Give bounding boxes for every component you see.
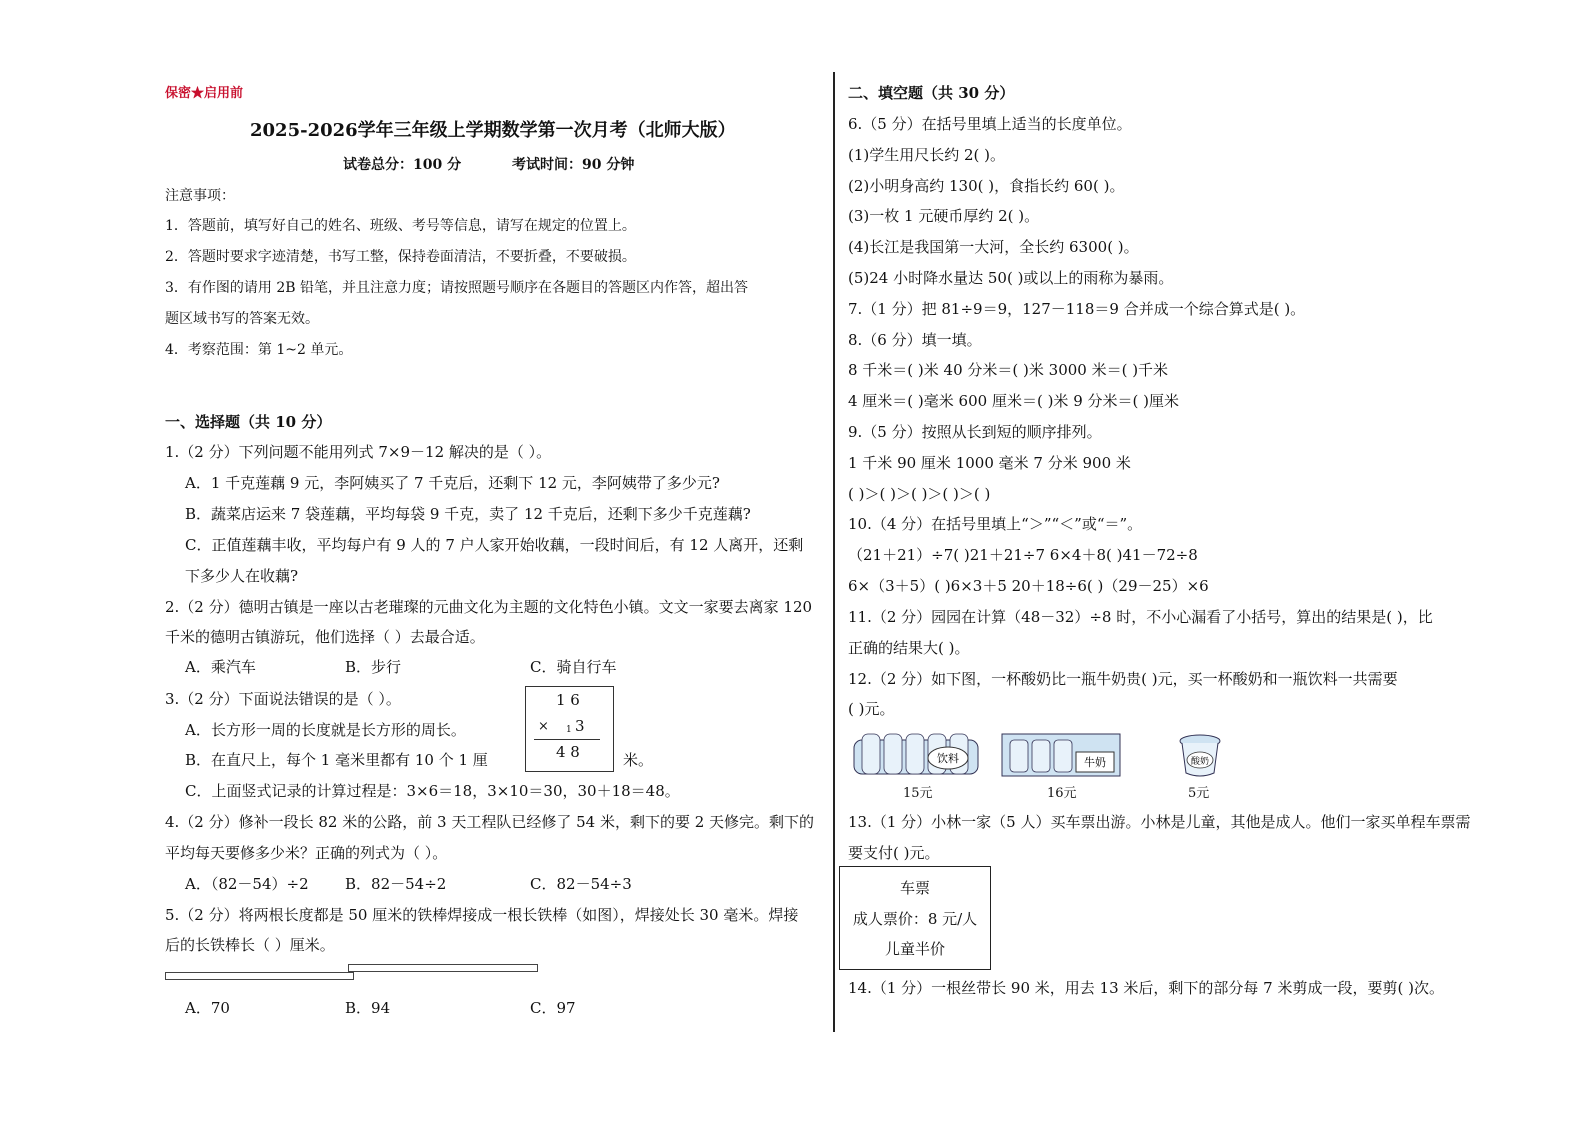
q3-option-c: C．上面竖式记录的计算过程是：3×6＝18，3×10＝30，30＋18＝48。	[185, 782, 680, 800]
ticket-child-price: 儿童半价	[884, 940, 945, 958]
note-2: 2．答题时要求字迹清楚，书写工整，保持卷面清洁，不要折叠，不要破损。	[165, 249, 636, 265]
q8-stem: 8.（6 分）填一填。	[848, 331, 982, 349]
q5-line2: 后的长铁棒长（ ）厘米。	[165, 936, 335, 954]
calc-carry: 1	[566, 725, 572, 735]
q14: 14.（1 分）一根丝带长 90 米，用去 13 米后，剩下的部分每 7 米剪成一段，要剪( )次。	[848, 979, 1444, 997]
q9-items: 1 千米 90 厘米 1000 毫米 7 分米 900 米	[848, 454, 1131, 472]
rod-right	[348, 964, 538, 972]
ticket-title: 车票	[899, 879, 930, 897]
yogurt-price: 5元	[1188, 786, 1210, 801]
q2-line2: 千米的德明古镇游玩，他们选择（ ）去最合适。	[165, 628, 485, 646]
note-3: 3．有作图的请用 2B 铅笔，并且注意力度；请按照题号顺序在各题目的答题区内作答，超出答	[165, 280, 749, 296]
q13-line1: 13.（1 分）小林一家（5 人）买车票出游。小林是儿童，其他是成人。他们一家买单程车票需	[848, 813, 1471, 831]
q6-item-1: (1)学生用尺长约 2( )。	[848, 146, 1006, 164]
calc-result: 4 8	[556, 743, 580, 761]
q5-line1: 5.（2 分）将两根长度都是 50 厘米的铁棒焊接成一根长铁棒（如图），焊接处长 30 毫米。焊接	[165, 906, 799, 924]
milk-box-icon	[1000, 730, 1124, 778]
q1-option-a: A．1 千克莲藕 9 元，李阿姨买了 7 千克后，还剩下 12 元，李阿姨带了多少元?	[185, 474, 720, 492]
q10-stem: 10.（4 分）在括号里填上“＞”“＜”或“＝”。	[848, 515, 1143, 533]
q6-stem: 6.（5 分）在括号里填上适当的长度单位。	[848, 115, 1132, 133]
column-divider	[833, 72, 835, 1032]
total-score: 试卷总分：100 分	[343, 157, 462, 173]
q1-stem: 1.（2 分）下列问题不能用列式 7×9－12 解决的是（ ）。	[165, 443, 552, 461]
q4-line1: 4.（2 分）修补一段长 82 米的公路，前 3 天工程队已经修了 54 米，剩下的要 2 天修完。剩下的	[165, 813, 815, 831]
exam-time: 考试时间：90 分钟	[512, 157, 635, 173]
q7: 7.（1 分）把 81÷9＝9，127－118＝9 合并成一个综合算式是( )。	[848, 300, 1306, 318]
q3-stem: 3.（2 分）下面说法错误的是（ ）。	[165, 690, 401, 708]
q10-row2: 6×（3＋5）( )6×3＋5 20＋18÷6( )（29－25）×6	[848, 577, 1209, 595]
section1-title: 一、选择题（共 10 分）	[165, 413, 332, 431]
calc-line	[534, 739, 600, 740]
yogurt-cup-icon	[1176, 733, 1224, 779]
q13-line2: 要支付( )元。	[848, 844, 940, 862]
calc-multiplier: 3	[575, 717, 585, 735]
section2-title: 二、填空题（共 30 分）	[848, 84, 1015, 102]
q6-item-4: (4)长江是我国第一大河，全长约 6300( )。	[848, 238, 1139, 256]
q3-option-b-tail: 米。	[623, 751, 654, 769]
notes-title: 注意事项：	[165, 188, 235, 204]
q1-option-c-cont: 下多少人在收藕?	[185, 567, 299, 585]
vertical-calc-box	[525, 686, 614, 772]
q2-line1: 2.（2 分）德明古镇是一座以古老璀璨的元曲文化为主题的文化特色小镇。文文一家要去离家 120	[165, 598, 813, 616]
confidential-label: 保密★启用前	[165, 86, 244, 101]
q10-row1: （21＋21）÷7( )21＋21÷7 6×4＋8( )41－72÷8	[848, 546, 1198, 564]
q2-option-a: A．乘汽车	[185, 658, 256, 676]
q4-option-b: B．82－54÷2	[345, 875, 447, 893]
q9-stem: 9.（5 分）按照从长到短的顺序排列。	[848, 423, 1102, 441]
yogurt-label: 酸奶	[1190, 757, 1210, 767]
q1-option-b: B．蔬菜店运来 7 袋莲藕，平均每袋 9 千克，卖了 12 千克后，还剩下多少千克莲藕?	[185, 505, 751, 523]
q5-option-b: B．94	[345, 999, 391, 1017]
q11-line2: 正确的结果大( )。	[848, 639, 970, 657]
q4-option-c: C．82－54÷3	[530, 875, 632, 893]
q2-option-c: C．骑自行车	[530, 658, 617, 676]
q3-option-a: A．长方形一周的长度就是长方形的周长。	[185, 721, 466, 739]
note-1: 1．答题前，填写好自己的姓名、班级、考号等信息，请写在规定的位置上。	[165, 218, 636, 234]
q12-line1: 12.（2 分）如下图，一杯酸奶比一瓶牛奶贵( )元，买一杯酸奶和一瓶饮料一共需要	[848, 670, 1398, 688]
ticket-box	[839, 866, 991, 970]
q4-option-a: A．（82－54）÷2	[185, 875, 309, 893]
note-4: 4．考察范围：第 1~2 单元。	[165, 342, 353, 358]
drink-price: 15元	[903, 786, 933, 801]
q6-item-3: (3)一枚 1 元硬币厚约 2( )。	[848, 207, 1040, 225]
q11-line1: 11.（2 分）园园在计算（48－32）÷8 时，不小心漏看了小括号，算出的结果是( )，比	[848, 608, 1433, 626]
milk-price: 16元	[1047, 786, 1077, 801]
q3-option-b: B．在直尺上，每个 1 毫米里都有 10 个 1 厘	[185, 751, 488, 769]
q5-option-a: A．70	[185, 999, 230, 1017]
q6-item-5: (5)24 小时降水量达 50( )或以上的雨称为暴雨。	[848, 269, 1174, 287]
q9-order: ( )＞( )＞( )＞( )＞( )	[848, 485, 991, 503]
drink-bottles-icon	[852, 730, 982, 780]
ticket-adult-price: 成人票价：8 元/人	[852, 910, 978, 928]
q4-line2: 平均每天要修多少米？正确的列式为（ ）。	[165, 844, 448, 862]
q6-item-2: (2)小明身高约 130( )，食指长约 60( )。	[848, 177, 1125, 195]
q1-option-c: C．正值莲藕丰收，平均每户有 9 人的 7 户人家开始收藕，一段时间后，有 12 人离开，还剩	[185, 536, 804, 554]
milk-label: 牛奶	[1084, 756, 1106, 769]
note-3-cont: 题区域书写的答案无效。	[165, 311, 319, 327]
calc-top: 1 6	[556, 691, 580, 709]
q8-row2: 4 厘米＝( )毫米 600 厘米＝( )米 9 分米＝( )厘米	[848, 392, 1179, 410]
drink-label: 饮料	[937, 752, 959, 765]
q8-row1: 8 千米＝( )米 40 分米＝( )米 3000 米＝( )千米	[848, 361, 1169, 379]
calc-times: ×	[538, 719, 549, 734]
q2-option-b: B．步行	[345, 658, 402, 676]
q12-line2: ( )元。	[848, 700, 895, 718]
q5-option-c: C．97	[530, 999, 576, 1017]
rod-left	[165, 972, 354, 980]
exam-title: 2025-2026学年三年级上学期数学第一次月考（北师大版）	[250, 120, 736, 141]
